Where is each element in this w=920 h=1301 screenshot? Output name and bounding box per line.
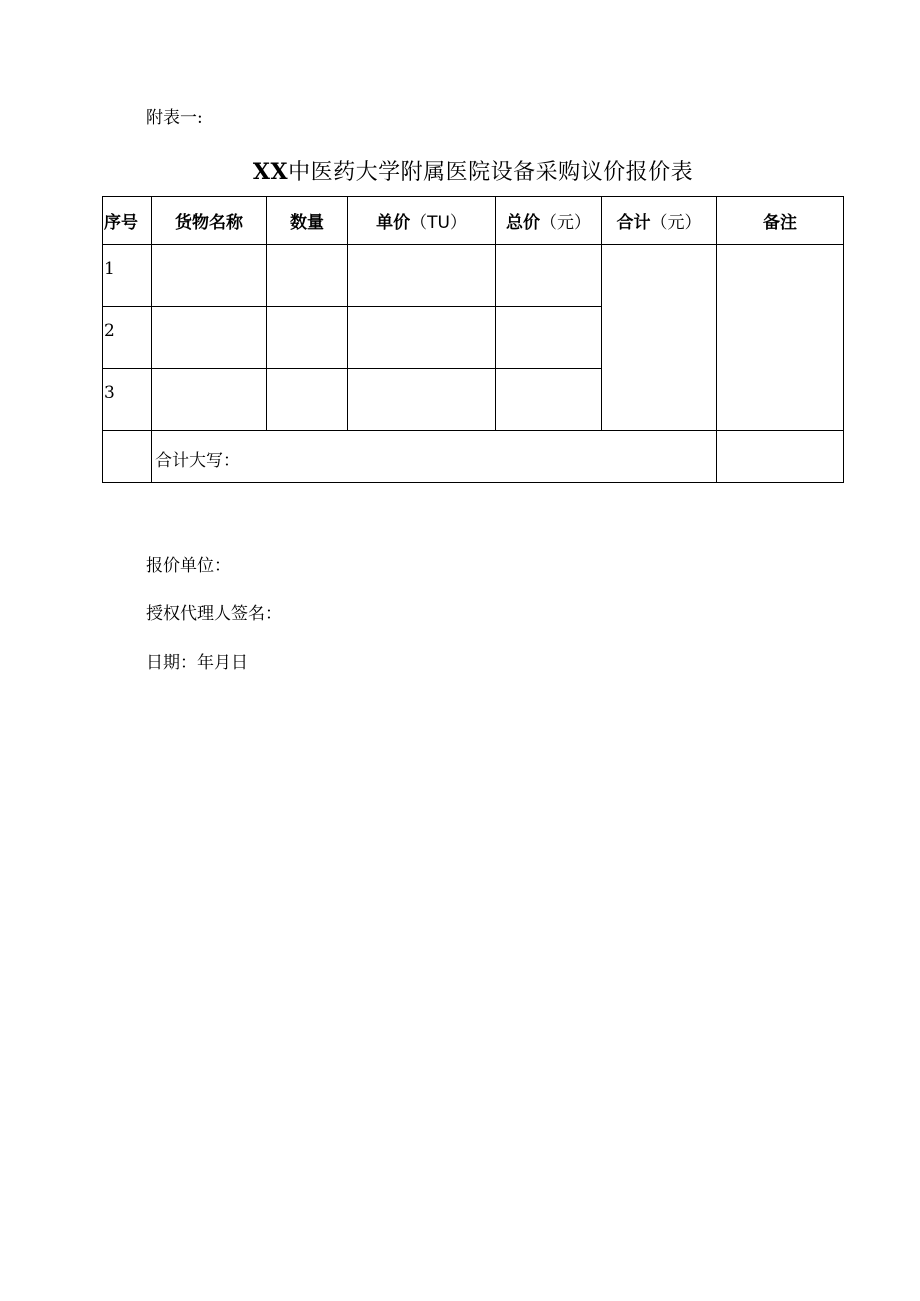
total-price-cell [496,369,602,431]
header-subtotal-unit: （元） [650,213,702,233]
header-unit-price-unit: （TU） [410,213,467,233]
unit-price-cell [348,369,496,431]
total-price-cell [496,245,602,307]
subtotal-cell [602,245,717,431]
total-price-cell [496,307,602,369]
quote-table [102,196,844,483]
header-unit-price [348,197,496,245]
header-subtotal-label: 合计 [616,213,651,233]
annex-label: 附表一: [146,108,203,128]
table-row [103,245,844,307]
header-remark: 备注 [717,197,844,245]
row-number: 2 [103,307,152,369]
goods-name-cell [152,245,267,307]
header-goods-name: 货物名称 [152,197,267,245]
sum-row-remark-cell [717,431,844,483]
goods-name-cell [152,307,267,369]
header-seq: 序号 [103,197,152,245]
sum-row [103,431,844,483]
sum-in-words: 合计大写： [152,431,717,483]
table-header-row [103,197,844,245]
unit-price-cell [348,245,496,307]
header-total-price-unit: （元） [540,213,591,233]
title-main: 中医药大学附属医院设备采购议价报价表 [288,160,694,185]
date-label: 日期：年月日 [146,653,248,673]
quoting-unit-label: 报价单位： [146,556,231,576]
row-number: 1 [103,245,152,307]
header-unit-price-label: 单价 [376,213,411,233]
row-number: 3 [103,369,152,431]
unit-price-cell [348,307,496,369]
remark-cell [717,245,844,431]
header-total-price-label: 总价 [506,213,540,233]
title-prefix: XX [252,159,289,185]
header-total-price [496,197,602,245]
quantity-cell [267,245,348,307]
quantity-cell [267,369,348,431]
agent-signature-label: 授权代理人签名： [146,604,282,624]
header-subtotal [602,197,717,245]
page-title [0,156,920,189]
goods-name-cell [152,369,267,431]
header-quantity: 数量 [267,197,348,245]
sum-row-blank-cell [103,431,152,483]
quantity-cell [267,307,348,369]
